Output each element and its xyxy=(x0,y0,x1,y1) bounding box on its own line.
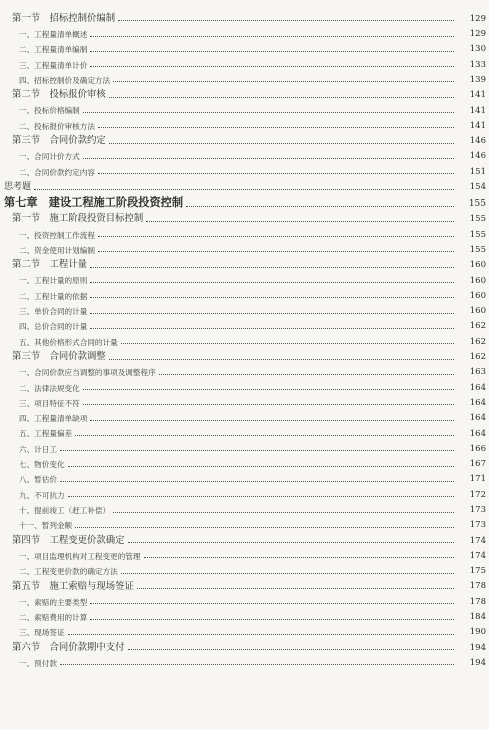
toc-entry-page: 141 xyxy=(469,90,486,101)
toc-entry-section[interactable] xyxy=(0,346,489,361)
toc-entry-item[interactable] xyxy=(0,377,489,392)
dot-leader xyxy=(90,420,454,421)
toc-entry-title: 二、索赔费用的计算 xyxy=(19,612,88,622)
dot-leader xyxy=(68,466,454,467)
toc-entry-title: 一、预付款 xyxy=(19,658,57,668)
toc-entry-title: 一、投资控制工作流程 xyxy=(19,230,95,240)
toc-entry-item[interactable] xyxy=(0,100,489,115)
toc-entry-item[interactable] xyxy=(0,423,489,438)
dot-leader xyxy=(90,267,454,268)
toc-entry-section[interactable] xyxy=(0,576,489,591)
toc-entry-page: 146 xyxy=(469,136,486,147)
toc-entry-item[interactable] xyxy=(0,392,489,407)
dot-leader xyxy=(90,328,454,329)
toc-entry-item[interactable] xyxy=(0,239,489,254)
toc-entry-item[interactable] xyxy=(0,484,489,499)
toc-entry-page: 164 xyxy=(469,397,486,408)
toc-entry-title: 二、法律法规变化 xyxy=(19,383,80,393)
toc-entry-page: 164 xyxy=(469,413,486,424)
dot-leader xyxy=(186,206,454,207)
dot-leader xyxy=(144,557,455,558)
toc-entry-item[interactable] xyxy=(0,285,489,300)
toc-entry-item[interactable] xyxy=(0,146,489,161)
toc-entry-title: 六、计日工 xyxy=(19,444,57,454)
toc-entry-section[interactable] xyxy=(0,254,489,269)
toc-entry-item[interactable] xyxy=(0,469,489,484)
toc-entry-page: 155 xyxy=(468,198,486,209)
toc-entry-title: 二、合同价款约定内容 xyxy=(19,167,95,177)
dot-leader xyxy=(60,450,454,451)
toc-entry-item[interactable] xyxy=(0,606,489,621)
toc-entry-page: 162 xyxy=(469,352,486,363)
dot-leader xyxy=(137,588,454,589)
toc-entry-page: 155 xyxy=(469,229,486,240)
toc-entry-title: 四、招标控制价及确定方法 xyxy=(19,75,111,85)
toc-entry-title: 第二节 工程计量 xyxy=(12,259,88,271)
toc-entry-item[interactable] xyxy=(0,39,489,54)
toc-entry-page: 174 xyxy=(469,535,486,546)
toc-entry-item[interactable] xyxy=(0,560,489,575)
dot-leader xyxy=(90,619,454,620)
dot-leader xyxy=(90,313,454,314)
dot-leader xyxy=(113,512,454,513)
dot-leader xyxy=(109,143,454,144)
toc-entry-title: 一、工程量清单概述 xyxy=(19,30,88,39)
toc-entry-title: 一、索赔的主要类型 xyxy=(19,597,88,607)
toc-entry-item[interactable] xyxy=(0,69,489,84)
toc-entry-item[interactable] xyxy=(0,224,489,239)
toc-entry-page: 173 xyxy=(469,505,486,515)
toc-entry-page: 146 xyxy=(469,151,486,162)
toc-entry-title: 三、工程量清单计价 xyxy=(19,60,88,70)
dot-leader xyxy=(75,527,454,528)
dot-leader xyxy=(83,389,454,390)
dot-leader xyxy=(83,112,454,113)
toc-entry-page: 178 xyxy=(469,596,486,607)
dot-leader xyxy=(75,435,454,436)
toc-entry-page: 162 xyxy=(469,336,486,347)
toc-entry-title: 第六节 合同价款期中支付 xyxy=(12,641,125,653)
toc-entry-title: 一、投标价格编制 xyxy=(19,106,80,116)
toc-entry-title: 第四节 工程变更价款确定 xyxy=(12,534,125,546)
dot-leader xyxy=(90,36,454,37)
toc-entry-title: 第五节 施工索赔与现场签证 xyxy=(12,580,134,592)
dot-leader xyxy=(109,97,454,98)
dot-leader xyxy=(90,51,454,52)
toc-entry-item[interactable] xyxy=(0,622,489,637)
toc-entry-title: 第一节 招标控制价编制 xyxy=(12,12,116,24)
toc-entry-item[interactable] xyxy=(0,54,489,69)
toc-entry-title: 三、项目特征不符 xyxy=(19,398,80,408)
toc-entry-item[interactable] xyxy=(0,316,489,331)
dot-leader xyxy=(109,359,454,360)
toc-entry-item[interactable] xyxy=(0,270,489,285)
dot-leader xyxy=(68,634,454,635)
toc-entry-page: 194 xyxy=(469,657,486,668)
dot-leader xyxy=(128,542,454,543)
toc-entry-page: 129 xyxy=(469,29,486,40)
toc-entry-page: 172 xyxy=(469,489,486,500)
toc-entry-page: 155 xyxy=(469,214,486,225)
toc-entry-page: 162 xyxy=(469,321,486,332)
toc-entry-title: 二、工程计量的依据 xyxy=(19,291,88,301)
toc-entry-page: 178 xyxy=(469,581,486,592)
toc-entry-page: 173 xyxy=(469,520,486,531)
toc-entry-item[interactable] xyxy=(0,362,489,377)
toc-entry-title: 三、单价合同的计量 xyxy=(19,307,88,317)
toc-entry-page: 163 xyxy=(469,367,486,378)
toc-entry-page: 164 xyxy=(469,428,486,439)
toc-entry-title: 四、总价合同的计量 xyxy=(19,322,88,332)
toc-entry-page: 133 xyxy=(469,59,486,70)
toc-entry-plain[interactable] xyxy=(0,176,489,191)
dot-leader xyxy=(60,481,454,482)
toc-entry-page: 194 xyxy=(469,642,486,653)
dot-leader xyxy=(121,573,454,574)
toc-entry-page: 174 xyxy=(469,550,486,561)
toc-entry-title: 第三节 合同价款调整 xyxy=(12,351,106,363)
toc-entry-item[interactable] xyxy=(0,23,489,38)
toc-entry-page: 184 xyxy=(469,612,486,623)
toc-entry-section[interactable] xyxy=(0,530,489,545)
dot-leader xyxy=(34,189,454,190)
dot-leader xyxy=(90,603,454,604)
dot-leader xyxy=(118,20,454,21)
dot-leader xyxy=(83,158,454,159)
dot-leader xyxy=(98,236,454,237)
toc-entry-section[interactable] xyxy=(0,209,489,224)
toc-entry-item[interactable] xyxy=(0,438,489,453)
toc-entry-page: 160 xyxy=(469,306,486,317)
toc-entry-section[interactable] xyxy=(0,84,489,99)
toc-entry-page: 190 xyxy=(469,627,486,638)
toc-entry-title: 八、暂估价 xyxy=(19,475,57,485)
toc-entry-title: 五、其他价格形式合同的计量 xyxy=(19,337,118,347)
toc-entry-item[interactable] xyxy=(0,515,489,530)
toc-entry-page: 130 xyxy=(469,44,486,55)
dot-leader xyxy=(90,66,454,67)
dot-leader xyxy=(113,81,454,82)
toc-entry-item[interactable] xyxy=(0,161,489,176)
toc-entry-page: 166 xyxy=(469,443,486,454)
dot-leader xyxy=(68,496,454,497)
dot-leader xyxy=(98,127,454,128)
dot-leader xyxy=(98,251,454,252)
toc-entry-title: 四、工程量清单缺项 xyxy=(19,414,88,424)
toc-entry-title: 一、工程计量的原则 xyxy=(19,276,88,286)
toc-entry-item[interactable] xyxy=(0,591,489,606)
toc-entry-title: 一、合同计价方式 xyxy=(19,152,80,162)
toc-entry-page: 175 xyxy=(469,566,486,577)
toc-entry-item[interactable] xyxy=(0,453,489,468)
toc-entry-chapter[interactable] xyxy=(0,192,489,209)
dot-leader xyxy=(60,664,454,665)
toc-entry-section[interactable] xyxy=(0,8,489,23)
table-of-contents xyxy=(0,8,489,667)
toc-entry-item[interactable] xyxy=(0,545,489,560)
toc-entry-page: 154 xyxy=(469,182,486,193)
toc-entry-title: 二、投标报价审核方法 xyxy=(19,121,95,131)
toc-entry-title: 五、工程量偏差 xyxy=(19,429,73,439)
toc-entry-item[interactable] xyxy=(0,407,489,422)
toc-entry-title: 思考题 xyxy=(4,181,32,192)
dot-leader xyxy=(128,649,454,650)
toc-entry-page: 141 xyxy=(469,105,486,116)
toc-entry-item[interactable] xyxy=(0,115,489,130)
toc-entry-title: 九、不可抗力 xyxy=(19,490,65,500)
toc-entry-title: 第三节 合同价款约定 xyxy=(12,135,106,147)
toc-entry-title: 一、合同价款应当调整的事项及调整程序 xyxy=(19,368,156,378)
toc-entry-title: 二、工程变更价款的确定方法 xyxy=(19,567,118,577)
toc-entry-title: 第二节 投标报价审核 xyxy=(12,89,106,101)
toc-entry-page: 167 xyxy=(469,459,486,470)
dot-leader xyxy=(146,221,454,222)
toc-entry-page: 171 xyxy=(469,474,486,485)
toc-entry-section[interactable] xyxy=(0,130,489,145)
toc-entry-page: 160 xyxy=(469,275,486,286)
toc-entry-title: 第一节 施工阶段投资目标控制 xyxy=(12,213,144,225)
dot-leader xyxy=(159,374,454,375)
toc-entry-page: 164 xyxy=(469,382,486,393)
toc-entry-title: 十一、暂列金额 xyxy=(19,521,73,531)
dot-leader xyxy=(90,297,454,298)
toc-entry-section[interactable] xyxy=(0,637,489,652)
toc-entry-page: 155 xyxy=(469,244,486,255)
dot-leader xyxy=(121,343,454,344)
toc-entry-title: 三、现场签证 xyxy=(19,628,65,638)
dot-leader xyxy=(90,282,454,283)
toc-entry-page: 151 xyxy=(469,166,486,177)
dot-leader xyxy=(98,173,454,174)
toc-entry-title: 二、资金使用计划编制 xyxy=(19,245,95,255)
dot-leader xyxy=(83,404,454,405)
toc-entry-title: 七、物价变化 xyxy=(19,460,65,470)
toc-entry-title: 一、项目监理机构对工程变更的管理 xyxy=(19,551,141,561)
toc-entry-item[interactable] xyxy=(0,331,489,346)
toc-entry-title: 二、工程量清单编制 xyxy=(19,45,88,55)
toc-entry-title: 十、提前竣工（赶工补偿） xyxy=(19,505,111,515)
toc-entry-page: 141 xyxy=(469,120,486,131)
toc-entry-item[interactable] xyxy=(0,652,489,667)
toc-entry-item[interactable] xyxy=(0,300,489,315)
toc-entry-item[interactable] xyxy=(0,499,489,514)
toc-entry-page: 129 xyxy=(469,13,486,24)
toc-entry-page: 160 xyxy=(469,290,486,301)
toc-entry-title: 第七章 建设工程施工阶段投资控制 xyxy=(4,195,184,210)
toc-entry-page: 160 xyxy=(469,260,486,271)
toc-entry-page: 139 xyxy=(469,74,486,85)
